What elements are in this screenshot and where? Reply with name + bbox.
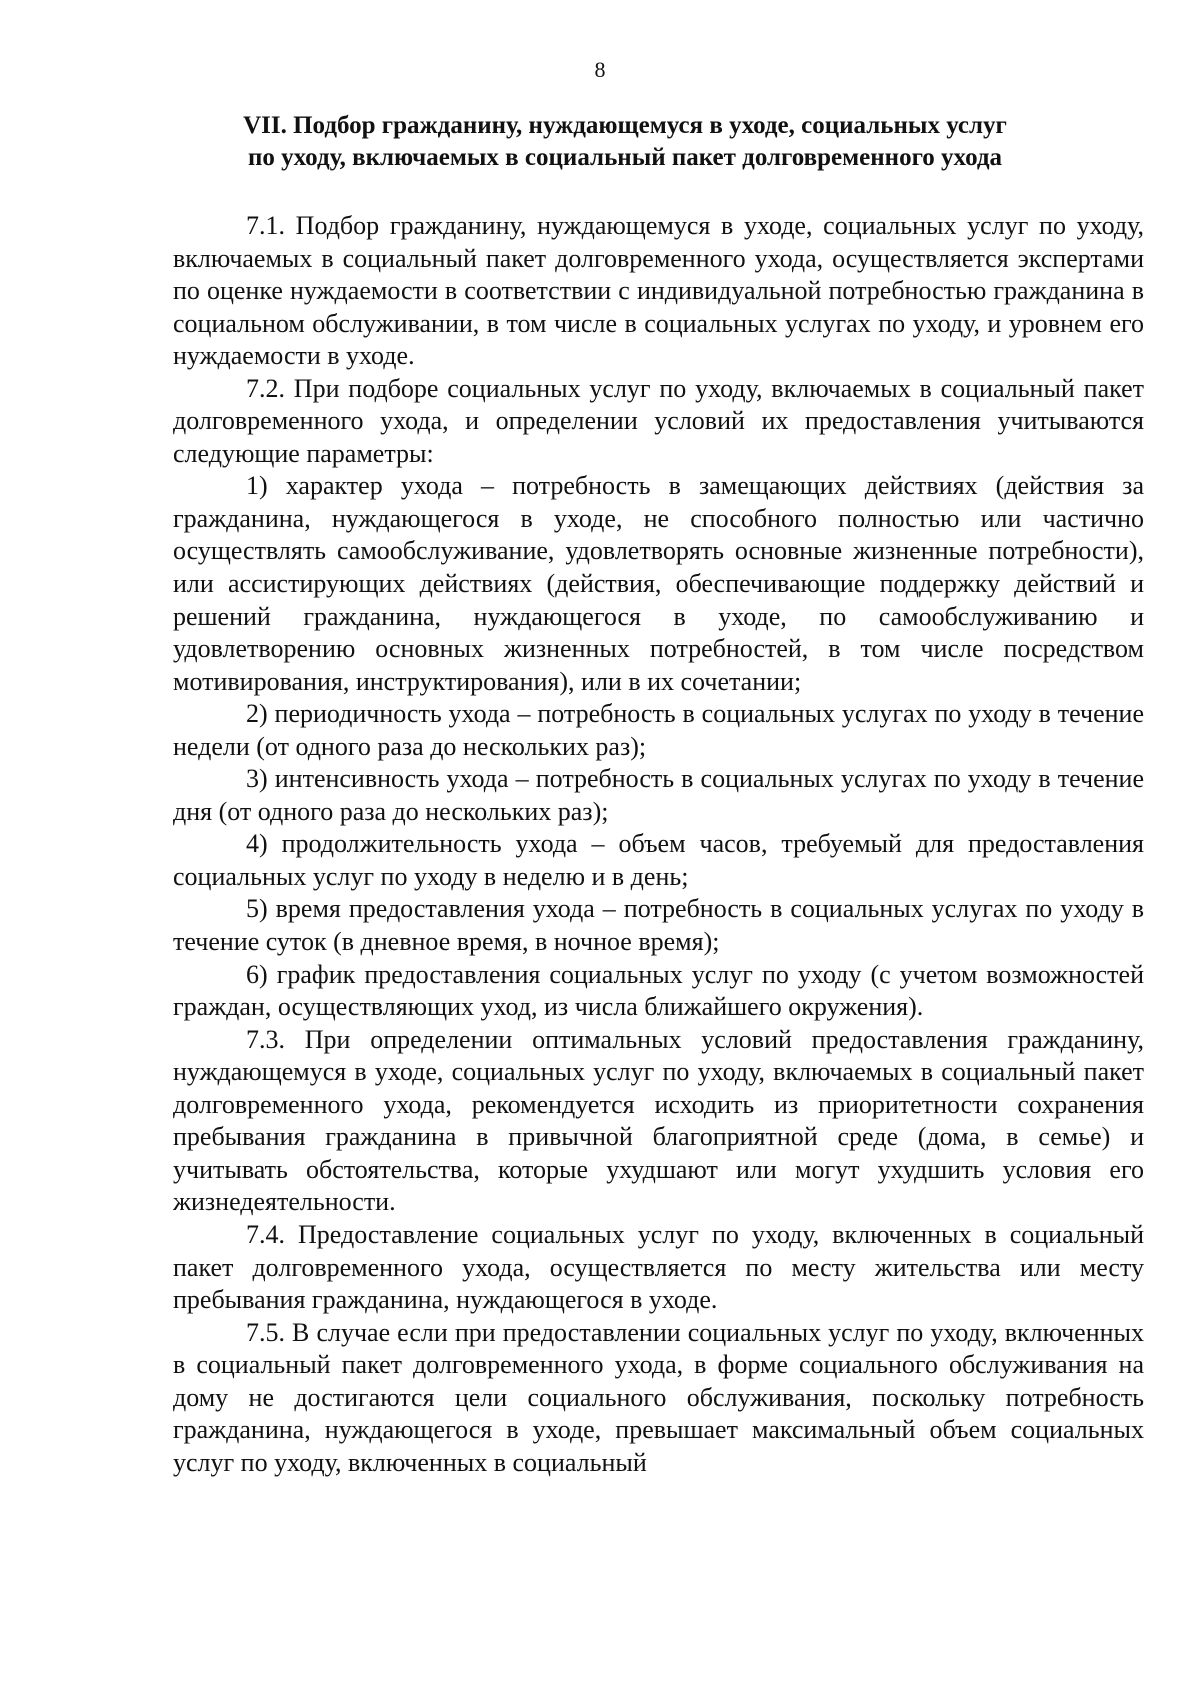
paragraph-7-5: 7.5. В случае если при предоставлении социальных услуг по уходу, включенных в социальный пакет долговременного ухода, в форме социального обслуживания на дому не достигаются цели социального обслуживания, поскольку потребность гражданина, нуждающегося в уходе, превышает максимальный объем социальных услуг по уходу, включенных в социальный xyxy=(173,1317,1144,1477)
section-heading-line-2: по уходу, включаемых в социальный пакет долговременного ухода xyxy=(247,144,1003,171)
section-heading-line-1: VII. Подбор гражданину, нуждающемуся в уходе, социальных услуг xyxy=(243,112,1007,139)
list-item-5: 5) время предоставления ухода – потребность в социальных услугах по уходу в течение суток (в дневное время, в ночное время); xyxy=(173,894,1144,957)
paragraph-7-1: 7.1. Подбор гражданину, нуждающемуся в уходе, социальных услуг по уходу, включаемых в социальный пакет долговременного ухода, осуществляется экспертами по оценке нуждаемости в соответствии с индивидуальной потребностью гражданина в социальном обслуживании, в том числе в социальных услугах по уходу, и уровнем его нуждаемости в уходе. xyxy=(173,211,1144,371)
paragraph-7-2: 7.2. При подборе социальных услуг по уходу, включаемых в социальный пакет долговременного ухода, и определении условий их предоставления учитываются следующие параметры: xyxy=(173,373,1144,468)
list-item-6: 6) график предоставления социальных услуг по уходу (с учетом возможностей граждан, осуществляющих уход, из числа ближайшего окружения). xyxy=(173,959,1144,1022)
paragraph-7-3: 7.3. При определении оптимальных условий предоставления гражданину, нуждающемуся в уходе, социальных услуг по уходу, включаемых в социальный пакет долговременного ухода, рекомендуется исходить из приоритетности сохранения пребывания гражданина в привычной благоприятной среде (дома, в семье) и учитывать обстоятельства, которые ухудшают или могут ухудшить условия его жизнедеятельности. xyxy=(173,1024,1144,1217)
paragraph-7-4: 7.4. Предоставление социальных услуг по уходу, включенных в социальный пакет долговременного ухода, осуществляется по месту жительства или месту пребывания гражданина, нуждающегося в уходе. xyxy=(173,1219,1144,1315)
list-item-4: 4) продолжительность ухода – объем часов, требуемый для предоставления социальных услуг по уходу в неделю и в день; xyxy=(173,829,1144,891)
list-item-3: 3) интенсивность ухода – потребность в социальных услугах по уходу в течение дня (от одного раза до нескольких раз); xyxy=(173,764,1144,826)
list-item-1: 1) характер ухода – потребность в замещающих действиях (действия за гражданина, нуждающегося в уходе, не способного полностью или частично осуществлять самообслуживание, удовлетворять основные жизненные потребности), или ассистирующих действиях (действия, обеспечивающие поддержку действий и решений гражданина, нуждающегося в уходе, по самообслуживанию и удовлетворению основных жизненных потребностей, в том числе посредством мотивирования, инструктирования), или в их сочетании; xyxy=(173,471,1144,696)
page-number: 8 xyxy=(594,57,606,82)
section-heading xyxy=(160,110,1090,174)
document-body xyxy=(173,210,1144,1479)
list-item-2: 2) периодичность ухода – потребность в социальных услугах по уходу в течение недели (от одного раза до нескольких раз); xyxy=(173,699,1144,761)
